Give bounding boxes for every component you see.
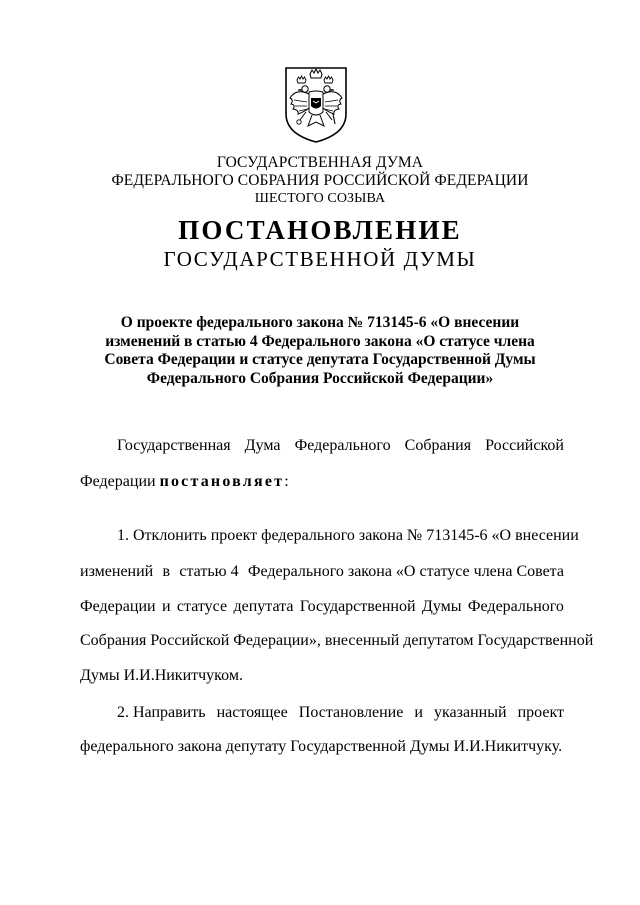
item1-line-3 [80,597,564,617]
subject-line: изменений в статью 4 Федерального закона «О статусе члена [105,332,535,350]
header-line-3: ШЕСТОГО СОЗЫВА [254,191,386,206]
item2-line-2: федерального закона депутату Государственной Думы И.И.Никитчуку. [80,738,563,755]
subject-line: О проекте федерального закона № 713145-6 «О внесении [120,314,520,331]
word: статусе [176,598,228,615]
word: Федерального [467,598,564,615]
preamble-line-1 [117,436,564,456]
preamble-colon: : [284,473,289,490]
word: Государственная [117,437,231,454]
word: Федерации [80,598,156,615]
preamble-resolves: постановляет [159,473,285,490]
document-type-title: ПОСТАНОВЛЕНИЕ [178,215,462,245]
header-line-1: ГОСУДАРСТВЕННАЯ ДУМА [216,154,424,171]
word: Думы [421,598,462,615]
preamble-line-2 [80,472,289,492]
subject-line: Совета Федерации и статусе депутата Государственной Думы [104,351,536,368]
word: Постановление [298,704,404,721]
word: Дума [244,437,281,454]
header-line-2: ФЕДЕРАЛЬНОГО СОБРАНИЯ РОССИЙСКОЙ ФЕДЕРАЦИИ [111,172,529,189]
russian-coat-of-arms-icon [276,62,356,144]
word: 2. Направить [117,704,206,721]
word: депутата [233,598,294,615]
word: Федерального закона «О статусе члена Совета [247,563,564,580]
item1-line-4: Собрания Российской Федерации», внесенный депутатом Государственной [80,632,594,649]
word: Российской [485,437,564,454]
word: указанный [434,704,507,721]
word: изменений [80,563,154,580]
item2-line-1 [117,703,564,723]
word: проект [517,704,564,721]
preamble-text: Федерации [80,473,160,490]
word: статью 4 [179,563,239,580]
word: настоящее [216,704,288,721]
word: Собрания [404,437,472,454]
document-issuer: ГОСУДАРСТВЕННОЙ ДУМЫ [163,247,477,271]
word: и [161,598,171,615]
word: Федерального [294,437,391,454]
item1-line-5: Думы И.И.Никитчуком. [80,667,243,684]
word: Государственной [299,598,416,615]
item1-line-2 [80,562,564,582]
word: и [414,704,423,721]
subject-line: Федерального Собрания Российской Федерации» [146,369,494,387]
word: в [162,563,171,580]
document-subject [0,314,640,388]
item1-line-1: 1. Отклонить проект федерального закона № 713145-6 «О внесении [117,527,579,544]
